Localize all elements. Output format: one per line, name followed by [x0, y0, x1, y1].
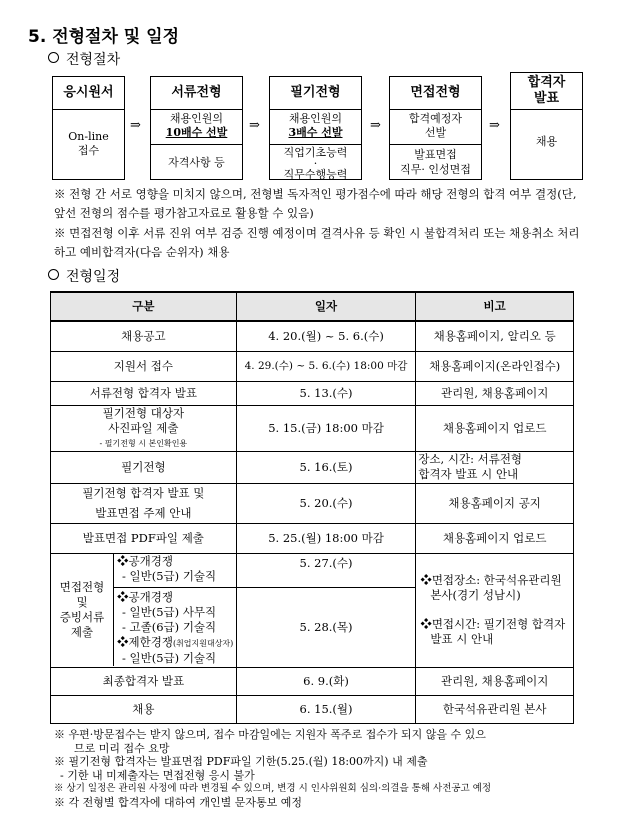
table-row [51, 381, 574, 405]
table-cell: 채용 [51, 695, 237, 723]
cell-line: 발표면접 주제 안내 [95, 505, 192, 520]
step-text: On-line [68, 130, 109, 143]
step-text: 선발 [424, 126, 447, 139]
table-header-row [51, 292, 574, 321]
step-result-title [510, 72, 583, 110]
footnote-line: ※ 각 전형별 합격자에 대하여 개인별 문자통보 예정 [54, 795, 302, 809]
table-cell: 한국석유관리원 본사 [416, 695, 574, 723]
step-text-emphasis: 10배수 선발 [165, 126, 228, 139]
circle-bullet-icon [48, 269, 59, 280]
step-text: 발표면접 [414, 148, 457, 161]
cell-line: ❖면접장소: 한국석유관리원 [420, 573, 562, 587]
footnote-line: - 기한 내 미제출자는 면접전형 응시 불가 [60, 768, 255, 782]
footnotes [54, 728, 594, 809]
table-row [51, 405, 574, 451]
interview-remark [416, 553, 574, 667]
step-text: 직무· 인성면접 [400, 163, 471, 176]
table-row [51, 667, 574, 695]
note-text: 면접전형 이후 서류 진위 여부 검증 진행 예정이며 결격사유 등 확인 시 불합격처리 또는 채용취소 처리하고 예비합격자(다음 순위자) 채용 [54, 226, 580, 259]
table-cell: 채용홈페이지, 알리오 등 [416, 321, 574, 351]
note-mark: ※ [54, 226, 66, 240]
table-row [51, 451, 574, 483]
cell-line: ❖공개경쟁 [117, 590, 173, 604]
cell-line: - 일반(5급) 기술직 [122, 569, 217, 583]
step-result-body: 채용 [510, 110, 583, 180]
table-cell: 5. 15.(금) 18:00 마감 [236, 405, 416, 451]
cell-line: ❖제한경쟁 [117, 635, 173, 649]
column-header: 비고 [416, 292, 574, 321]
cell-line: 필기전형 대상자 [102, 405, 185, 420]
group-open-other [114, 588, 236, 666]
step-text: 합격예정자 [408, 112, 463, 125]
table-cell: 6. 9.(화) [236, 667, 416, 695]
note-1 [54, 185, 588, 223]
column-header: 일자 [236, 292, 416, 321]
cell-line: 사진파일 제출 [108, 420, 179, 435]
cell-line: ❖공개경쟁 [117, 554, 173, 568]
cell-line: - 일반(5급) 기술직 [122, 651, 217, 665]
cell-note: - 필기전형 시 본인확인용 [99, 438, 188, 448]
table-cell: 서류전형 합격자 발표 [51, 381, 237, 405]
arrow-icon: ⇒ [249, 118, 260, 133]
arrow-icon: ⇒ [370, 118, 381, 133]
table-cell [416, 451, 574, 483]
table-row [51, 695, 574, 723]
subsection-label: 전형절차 [66, 52, 121, 68]
table-cell: 채용홈페이지 공지 [416, 483, 574, 523]
cell-line: 제출 [70, 625, 94, 639]
cell-line: - 일반(5급) 사무직 [122, 605, 217, 619]
table-row [51, 553, 574, 587]
note-text: 전형 간 서로 영향을 미치지 않으며, 전형별 독자적인 평가점수에 따라 해당 전형의 합격 여부 결정(단, 앞선 전형의 점수를 평가참고자료로 활용할 수 있음) [54, 187, 577, 220]
step-written-body [269, 110, 362, 180]
table-cell: 관리원, 채용홈페이지 [416, 667, 574, 695]
cell-line: 및 [76, 595, 88, 609]
table-cell: 채용홈페이지(온라인접수) [416, 351, 574, 381]
step-text: 직업기초능력 [283, 146, 348, 159]
subsection-label: 전형일정 [66, 269, 121, 285]
footnote-line: ※ 상기 일정은 관리원 사정에 따라 변경될 수 있으며, 변경 시 인사위원회 심의·의결을 통해 사전공고 예정 [54, 783, 492, 794]
step-text: 자격사항 등 [151, 144, 242, 180]
table-cell: 4. 20.(월) ~ 5. 6.(수) [236, 321, 416, 351]
step-text: 채용인원의 [288, 112, 343, 125]
arrow-icon: ⇒ [489, 118, 500, 133]
table-cell: 지원서 접수 [51, 351, 237, 381]
table-cell: 발표면접 PDF파일 제출 [51, 523, 237, 553]
table-row [51, 523, 574, 553]
interview-label [51, 554, 114, 666]
table-row [51, 483, 574, 523]
cell-line: 면접전형 [59, 580, 105, 594]
step-application-title: 응시원서 [52, 76, 125, 110]
table-cell: 4. 29.(수) ~ 5. 6.(수) 18:00 마감 [236, 351, 416, 381]
step-title-line: 합격자 [527, 75, 566, 90]
footnote-line: 므로 미리 접수 요망 [74, 741, 170, 755]
table-cell: 필기전형 [51, 451, 237, 483]
subsection-schedule [48, 266, 120, 286]
footnote-line: ※ 필기전형 합격자는 발표면접 PDF파일 기한(5.25.(월) 18:00까지) 내 제출 [54, 755, 428, 768]
table-cell: 5. 25.(월) 18:00 마감 [236, 523, 416, 553]
circle-bullet-icon [48, 52, 59, 63]
step-text: 접수 [77, 144, 100, 157]
note-mark: ※ [54, 187, 66, 201]
table-row [51, 351, 574, 381]
interview-cell [51, 553, 237, 667]
section-heading: 5. 전형절차 및 일정 [28, 27, 179, 47]
step-interview-title: 면접전형 [389, 76, 482, 110]
table-cell: 5. 16.(토) [236, 451, 416, 483]
footnote-line: ※ 우편·방문접수는 받지 않으며, 접수 마감일에는 지원자 폭주로 접수가 되지 않을 수 있으 [54, 728, 486, 741]
table-cell: 채용홈페이지 업로드 [416, 405, 574, 451]
cell-line: 본사(경기 성남시) [430, 588, 521, 602]
group-open-tech [114, 554, 236, 588]
step-text: · [313, 157, 318, 170]
cell-line: 장소, 시간: 서류전형 [418, 452, 523, 466]
cell-line: 필기전형 합격자 발표 및 [82, 485, 205, 500]
note-2 [54, 224, 588, 262]
arrow-icon: ⇒ [130, 118, 141, 133]
table-cell: 5. 20.(수) [236, 483, 416, 523]
step-document-title: 서류전형 [150, 76, 243, 110]
cell-line: ❖면접시간: 필기전형 합격자 [420, 617, 566, 631]
table-cell: 5. 28.(목) [236, 587, 416, 667]
step-written-title: 필기전형 [269, 76, 362, 110]
schedule-table [50, 291, 574, 724]
column-header: 구분 [51, 292, 237, 321]
table-row [51, 321, 574, 351]
table-cell: 채용홈페이지 업로드 [416, 523, 574, 553]
step-application-body [52, 110, 125, 180]
table-cell [51, 405, 237, 451]
step-title-line: 발표 [533, 91, 560, 106]
table-cell: 6. 15.(월) [236, 695, 416, 723]
step-text: 채용인원의 [169, 112, 224, 125]
subsection-procedure [48, 49, 120, 69]
table-cell: 관리원, 채용홈페이지 [416, 381, 574, 405]
table-cell [51, 483, 237, 523]
table-cell: 5. 13.(수) [236, 381, 416, 405]
table-cell: 채용공고 [51, 321, 237, 351]
cell-line: 합격자 발표 시 안내 [418, 467, 519, 481]
step-document-body [150, 110, 243, 180]
step-interview-body [389, 110, 482, 180]
cell-line: 발표 시 안내 [430, 632, 494, 646]
cell-note: (취업지원대상자) [172, 639, 234, 648]
cell-line: - 고졸(6급) 기술직 [122, 620, 217, 634]
step-text: 직무수행능력 [283, 168, 348, 181]
table-cell: 5. 27.(수) [236, 553, 416, 587]
table-cell: 최종합격자 발표 [51, 667, 237, 695]
step-text-emphasis: 3배수 선발 [288, 126, 343, 139]
cell-line: 증빙서류 [59, 610, 105, 624]
